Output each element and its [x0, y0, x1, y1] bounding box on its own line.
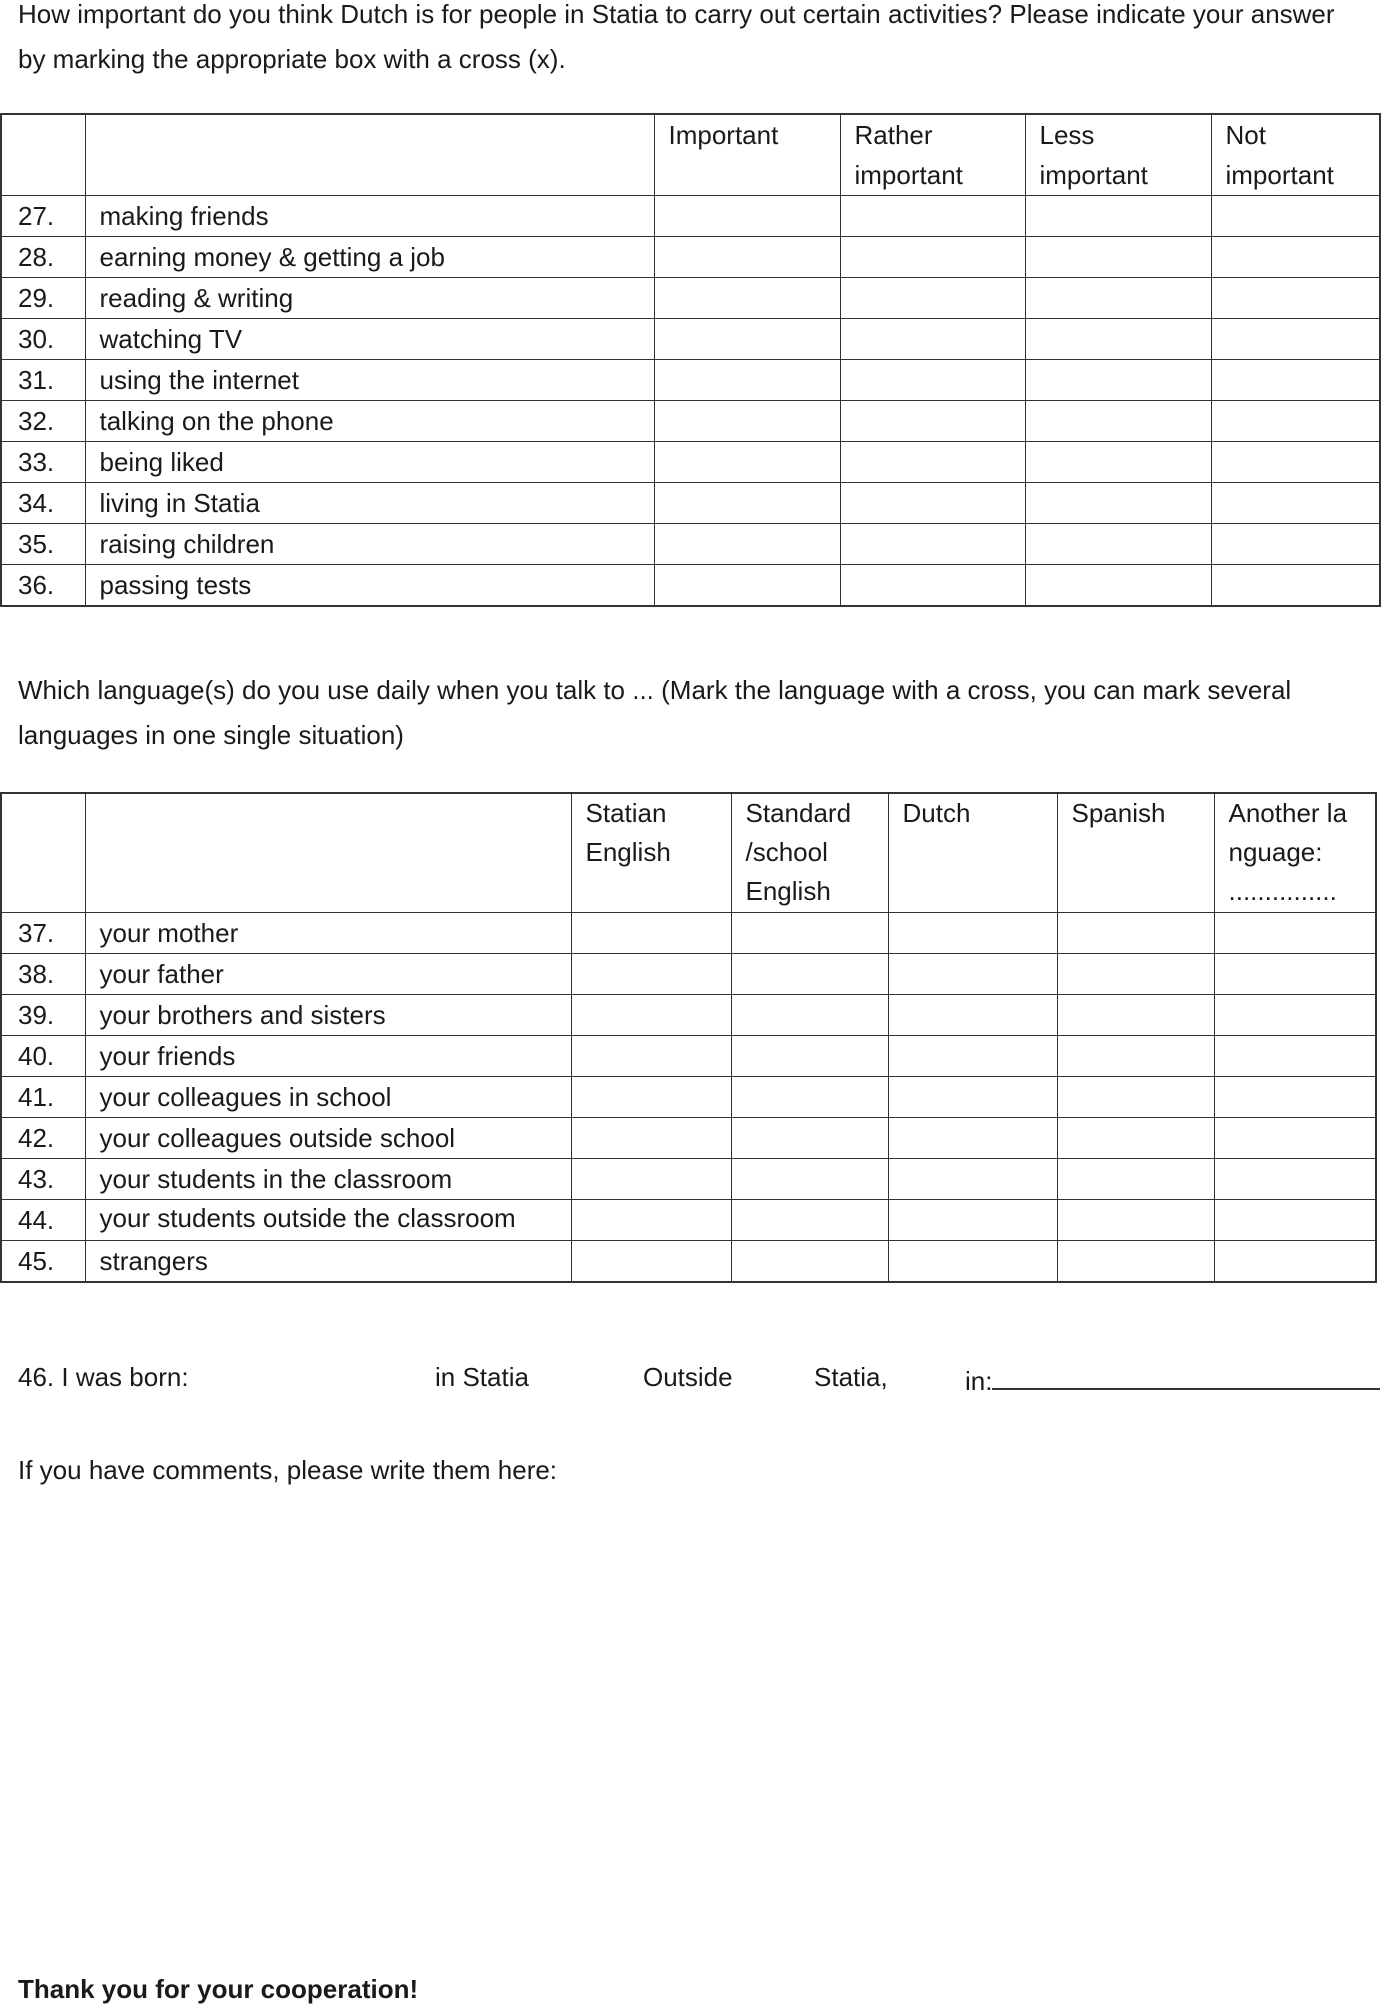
q46-in: [965, 1362, 1380, 1397]
answer-checkbox-cell[interactable]: [654, 237, 840, 278]
answer-checkbox-cell[interactable]: [1025, 278, 1211, 319]
answer-checkbox-cell[interactable]: [1057, 1035, 1214, 1076]
answer-checkbox-cell[interactable]: [571, 1076, 731, 1117]
answer-checkbox-cell[interactable]: [1057, 1117, 1214, 1158]
row-label: raising children: [85, 524, 654, 565]
answer-checkbox-cell[interactable]: [654, 196, 840, 237]
comments-label: If you have comments, please write them here:: [18, 1455, 558, 1485]
section1-intro: How important do you think Dutch is for people in Statia to carry out certain activities? Please indicate your answer by marking the appropriate box with a cross (x).: [18, 0, 1335, 74]
answer-checkbox-cell[interactable]: [731, 953, 888, 994]
header-statian-english: Statian English: [571, 793, 731, 912]
answer-checkbox-cell[interactable]: [731, 1117, 888, 1158]
answer-checkbox-cell[interactable]: [571, 1199, 731, 1240]
answer-checkbox-cell[interactable]: [888, 1158, 1057, 1199]
row-number: 37.: [1, 912, 85, 953]
answer-checkbox-cell[interactable]: [840, 196, 1025, 237]
header-spanish: Spanish: [1057, 793, 1214, 912]
header-rather-important: Rather important: [840, 114, 1025, 196]
answer-checkbox-cell[interactable]: [1057, 1240, 1214, 1282]
row-number: 27.: [1, 196, 85, 237]
comments-area[interactable]: [18, 1510, 1358, 1950]
answer-checkbox-cell[interactable]: [654, 360, 840, 401]
answer-checkbox-cell[interactable]: [840, 278, 1025, 319]
answer-checkbox-cell[interactable]: [840, 565, 1025, 607]
answer-checkbox-cell[interactable]: [1025, 319, 1211, 360]
table-row: [1, 912, 1376, 953]
answer-checkbox-cell[interactable]: [840, 237, 1025, 278]
q46-option-statia: Statia,: [814, 1362, 888, 1392]
answer-checkbox-cell[interactable]: [1211, 360, 1380, 401]
header-cell-empty: [85, 114, 654, 196]
row-label: your students outside the classroom: [85, 1199, 571, 1240]
answer-checkbox-cell[interactable]: [731, 1076, 888, 1117]
answer-checkbox-cell[interactable]: [731, 912, 888, 953]
table-header-row: [1, 114, 1380, 196]
table-row: [1, 1076, 1376, 1117]
row-number: 31.: [1, 360, 85, 401]
answer-checkbox-cell[interactable]: [1214, 1076, 1376, 1117]
answer-checkbox-cell[interactable]: [1025, 483, 1211, 524]
row-number: 36.: [1, 565, 85, 607]
row-label: your students in the classroom: [85, 1158, 571, 1199]
answer-checkbox-cell[interactable]: [1211, 524, 1380, 565]
answer-checkbox-cell[interactable]: [1057, 1076, 1214, 1117]
answer-checkbox-cell[interactable]: [888, 1076, 1057, 1117]
row-label: earning money & getting a job: [85, 237, 654, 278]
table-row: [1, 237, 1380, 278]
answer-checkbox-cell[interactable]: [1025, 360, 1211, 401]
answer-checkbox-cell[interactable]: [840, 319, 1025, 360]
row-number: 39.: [1, 994, 85, 1035]
row-label: living in Statia: [85, 483, 654, 524]
q46-in-label: in:: [965, 1366, 993, 1396]
header-standard-english: Standard /school English: [731, 793, 888, 912]
answer-checkbox-cell[interactable]: [888, 1199, 1057, 1240]
answer-checkbox-cell[interactable]: [654, 483, 840, 524]
answer-checkbox-cell[interactable]: [1057, 1158, 1214, 1199]
answer-checkbox-cell[interactable]: [731, 1199, 888, 1240]
q46-option-outside[interactable]: Outside: [643, 1362, 733, 1392]
answer-checkbox-cell[interactable]: [840, 524, 1025, 565]
table-row: [1, 524, 1380, 565]
answer-checkbox-cell[interactable]: [888, 1240, 1057, 1282]
answer-checkbox-cell[interactable]: [1025, 565, 1211, 607]
row-number: 45.: [1, 1240, 85, 1282]
row-number: 33.: [1, 442, 85, 483]
language-table: [0, 792, 1377, 1283]
answer-checkbox-cell[interactable]: [1025, 237, 1211, 278]
answer-checkbox-cell[interactable]: [1214, 994, 1376, 1035]
table-row: [1, 1199, 1376, 1240]
table-row: [1, 1035, 1376, 1076]
answer-checkbox-cell[interactable]: [1211, 483, 1380, 524]
birthplace-blank-line[interactable]: [992, 1362, 1380, 1390]
row-label: using the internet: [85, 360, 654, 401]
row-label: passing tests: [85, 565, 654, 607]
answer-checkbox-cell[interactable]: [654, 278, 840, 319]
table-row: [1, 994, 1376, 1035]
table-row: [1, 401, 1380, 442]
answer-checkbox-cell[interactable]: [1025, 524, 1211, 565]
answer-checkbox-cell[interactable]: [654, 524, 840, 565]
answer-checkbox-cell[interactable]: [1057, 1199, 1214, 1240]
row-label: talking on the phone: [85, 401, 654, 442]
answer-checkbox-cell[interactable]: [1057, 912, 1214, 953]
row-label: your colleagues outside school: [85, 1117, 571, 1158]
importance-table: [0, 113, 1381, 607]
row-number: 29.: [1, 278, 85, 319]
header-cell-empty: [85, 793, 571, 912]
answer-checkbox-cell[interactable]: [654, 401, 840, 442]
answer-checkbox-cell[interactable]: [1214, 1158, 1376, 1199]
answer-checkbox-cell[interactable]: [840, 483, 1025, 524]
answer-checkbox-cell[interactable]: [1211, 278, 1380, 319]
answer-checkbox-cell[interactable]: [1214, 1035, 1376, 1076]
row-number: 35.: [1, 524, 85, 565]
answer-checkbox-cell[interactable]: [1057, 994, 1214, 1035]
row-number: 44.: [1, 1199, 85, 1240]
answer-checkbox-cell[interactable]: [888, 1117, 1057, 1158]
answer-checkbox-cell[interactable]: [888, 953, 1057, 994]
header-less-important: Less important: [1025, 114, 1211, 196]
answer-checkbox-cell[interactable]: [1211, 319, 1380, 360]
answer-checkbox-cell[interactable]: [571, 1240, 731, 1282]
table-row: [1, 442, 1380, 483]
answer-checkbox-cell[interactable]: [1214, 953, 1376, 994]
row-label: your brothers and sisters: [85, 994, 571, 1035]
row-number: 41.: [1, 1076, 85, 1117]
row-label: strangers: [85, 1240, 571, 1282]
row-label: your mother: [85, 912, 571, 953]
answer-checkbox-cell[interactable]: [1057, 953, 1214, 994]
answer-checkbox-cell[interactable]: [571, 1158, 731, 1199]
header-cell-empty: [1, 793, 85, 912]
answer-checkbox-cell[interactable]: [731, 1158, 888, 1199]
answer-checkbox-cell[interactable]: [1211, 196, 1380, 237]
header-another-language: Another language: ...............: [1214, 793, 1376, 912]
section2-intro: Which language(s) do you use daily when you talk to ... (Mark the language with a cross, you can mark several languages in one single situation): [18, 675, 1292, 750]
row-number: 30.: [1, 319, 85, 360]
header-important: Important: [654, 114, 840, 196]
answer-checkbox-cell[interactable]: [1025, 401, 1211, 442]
row-number: 28.: [1, 237, 85, 278]
answer-checkbox-cell[interactable]: [654, 442, 840, 483]
answer-checkbox-cell[interactable]: [888, 912, 1057, 953]
table-row: [1, 278, 1380, 319]
answer-checkbox-cell[interactable]: [840, 401, 1025, 442]
answer-checkbox-cell[interactable]: [571, 912, 731, 953]
q46-option-in-statia[interactable]: in Statia: [435, 1362, 529, 1392]
row-number: 32.: [1, 401, 85, 442]
table-row: [1, 1117, 1376, 1158]
answer-checkbox-cell[interactable]: [571, 994, 731, 1035]
answer-checkbox-cell[interactable]: [654, 565, 840, 607]
table-header-row: [1, 793, 1376, 912]
answer-checkbox-cell[interactable]: [1211, 237, 1380, 278]
row-label: making friends: [85, 196, 654, 237]
answer-checkbox-cell[interactable]: [654, 319, 840, 360]
answer-checkbox-cell[interactable]: [1214, 1117, 1376, 1158]
answer-checkbox-cell[interactable]: [1214, 912, 1376, 953]
row-label: watching TV: [85, 319, 654, 360]
table-row: [1, 483, 1380, 524]
row-label: your colleagues in school: [85, 1076, 571, 1117]
answer-checkbox-cell[interactable]: [1211, 401, 1380, 442]
row-label: reading & writing: [85, 278, 654, 319]
answer-checkbox-cell[interactable]: [571, 953, 731, 994]
answer-checkbox-cell[interactable]: [571, 1035, 731, 1076]
answer-checkbox-cell[interactable]: [1025, 442, 1211, 483]
row-number: 42.: [1, 1117, 85, 1158]
row-number: 40.: [1, 1035, 85, 1076]
answer-checkbox-cell[interactable]: [731, 1035, 888, 1076]
row-label: being liked: [85, 442, 654, 483]
table-row: [1, 1158, 1376, 1199]
header-not-important: Not important: [1211, 114, 1380, 196]
row-number: 38.: [1, 953, 85, 994]
answer-checkbox-cell[interactable]: [1025, 196, 1211, 237]
answer-checkbox-cell[interactable]: [888, 994, 1057, 1035]
thanks-text: Thank you for your cooperation!: [18, 1974, 419, 2004]
answer-checkbox-cell[interactable]: [888, 1035, 1057, 1076]
table-row: [1, 319, 1380, 360]
answer-checkbox-cell[interactable]: [731, 994, 888, 1035]
table-row: [1, 360, 1380, 401]
table-row: [1, 565, 1380, 607]
row-number: 34.: [1, 483, 85, 524]
table-row: [1, 196, 1380, 237]
answer-checkbox-cell[interactable]: [1211, 442, 1380, 483]
q46-label: 46. I was born:: [18, 1362, 189, 1392]
answer-checkbox-cell[interactable]: [1211, 565, 1380, 607]
answer-checkbox-cell[interactable]: [731, 1240, 888, 1282]
row-label: your father: [85, 953, 571, 994]
header-dutch: Dutch: [888, 793, 1057, 912]
row-label: your friends: [85, 1035, 571, 1076]
row-number: 43.: [1, 1158, 85, 1199]
table-row: [1, 953, 1376, 994]
table-row: [1, 1240, 1376, 1282]
answer-checkbox-cell[interactable]: [1214, 1199, 1376, 1240]
answer-checkbox-cell[interactable]: [840, 442, 1025, 483]
answer-checkbox-cell[interactable]: [840, 360, 1025, 401]
answer-checkbox-cell[interactable]: [1214, 1240, 1376, 1282]
answer-checkbox-cell[interactable]: [571, 1117, 731, 1158]
header-cell-empty: [1, 114, 85, 196]
